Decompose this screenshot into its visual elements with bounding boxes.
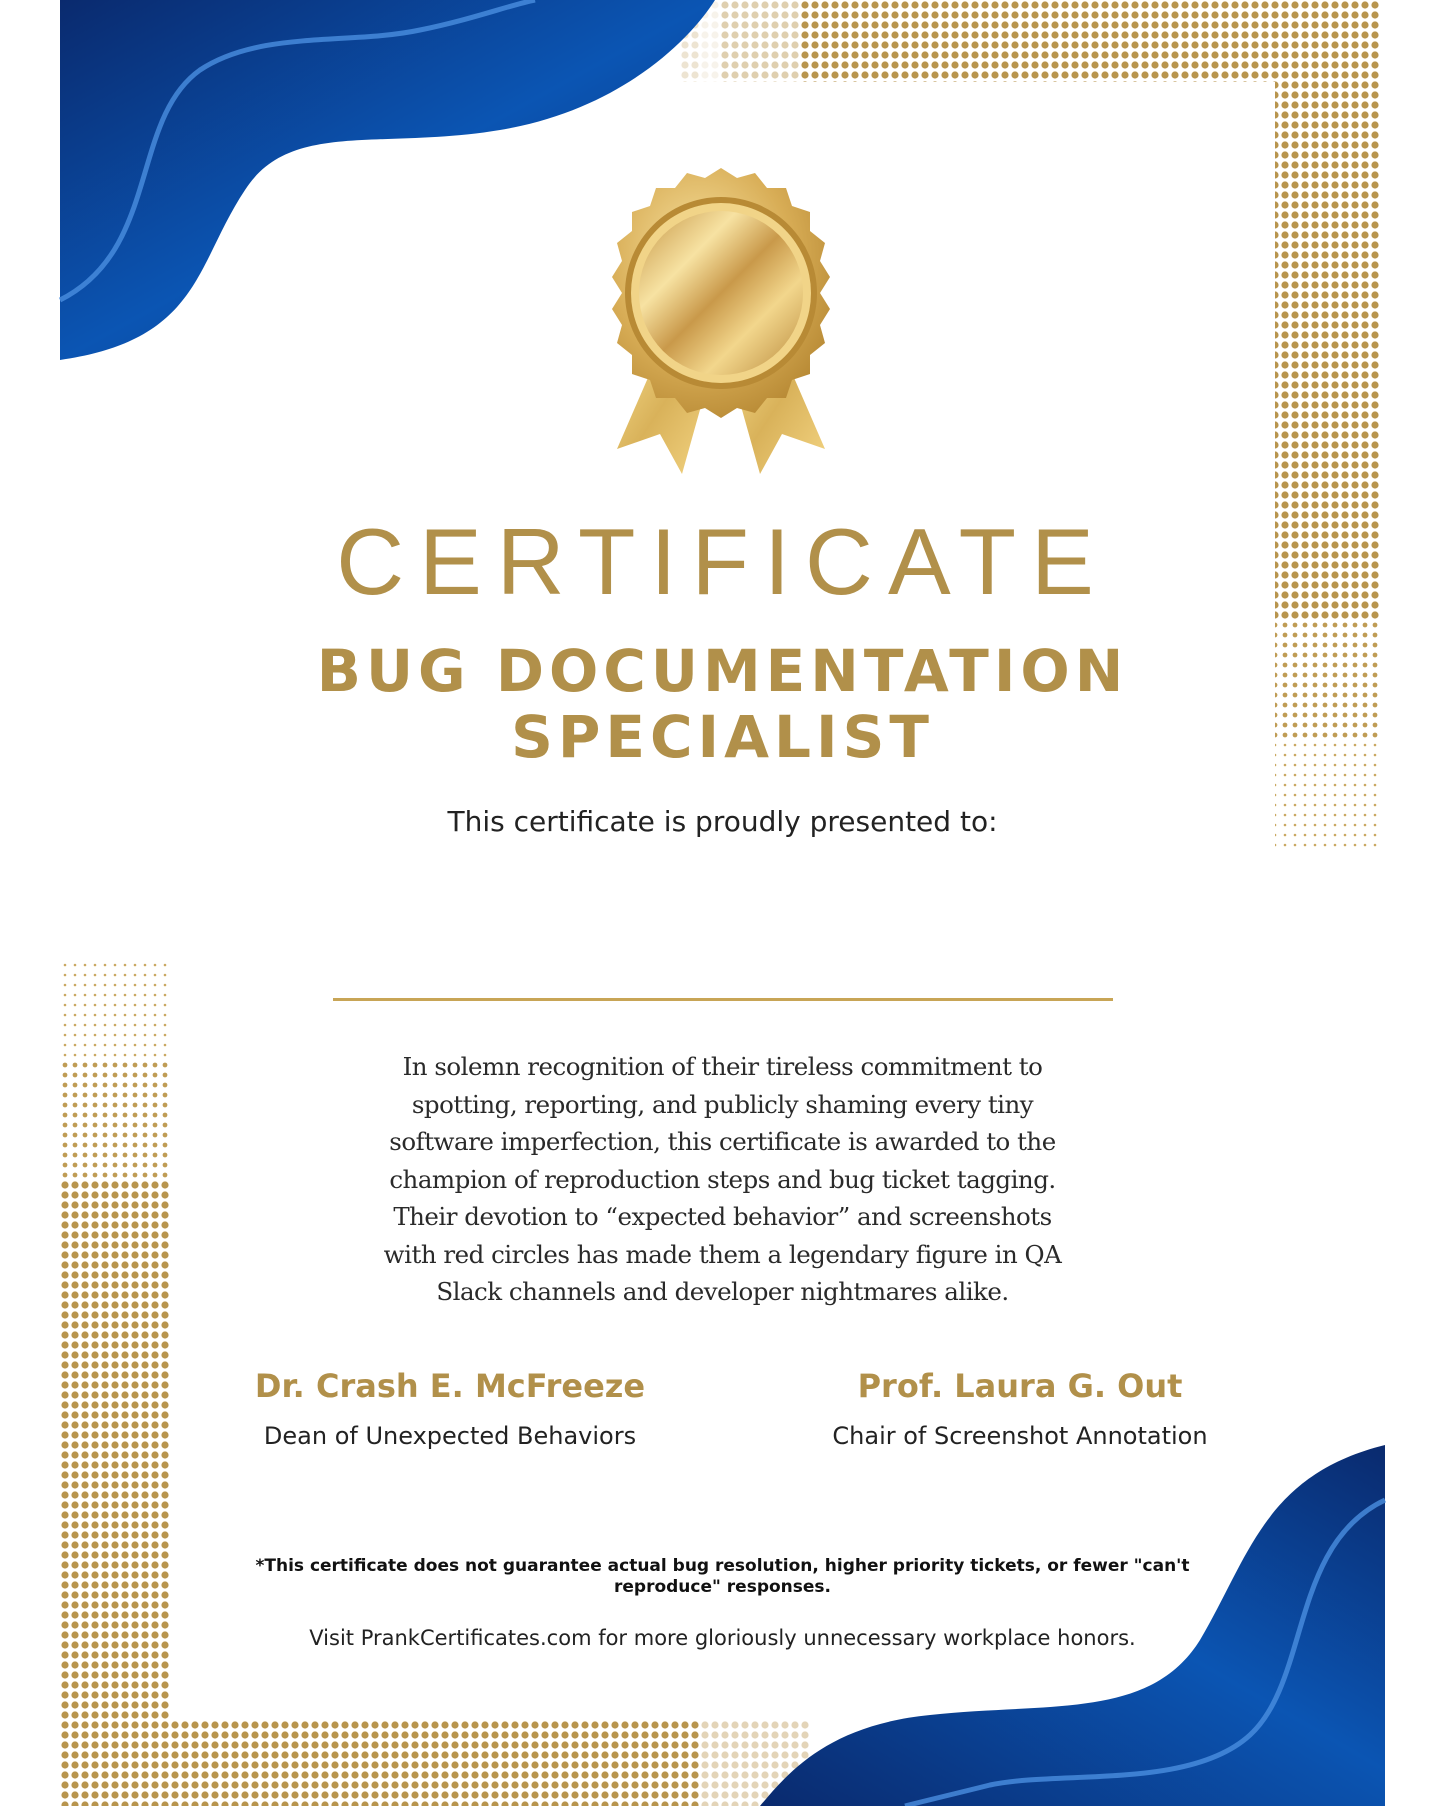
signatory-right — [760, 1366, 1280, 1452]
award-title-line-2: SPECIALIST — [511, 703, 934, 771]
visit-website-text: Visit PrankCertificates.com for more gloriously unnecessary workplace honors. — [309, 1626, 1136, 1650]
disclaimer-line-2: reproduce" responses. — [613, 1577, 831, 1597]
disclaimer-text — [225, 1556, 1220, 1598]
gold-medal-seal-icon — [592, 164, 850, 480]
body-line: with red circles has made them a legendary figure in QA — [383, 1239, 1062, 1269]
body-line: In solemn recognition of their tireless commitment to — [402, 1052, 1043, 1081]
body-line: Slack channels and developer nightmares alike. — [436, 1277, 1009, 1306]
signatory-name: Prof. Laura G. Out — [857, 1367, 1183, 1405]
presented-to-text: This certificate is proudly presented to: — [447, 805, 998, 838]
body-line: spotting, reporting, and publicly shaming every tiny — [411, 1089, 1034, 1119]
award-title-line-1: BUG DOCUMENTATION — [316, 637, 1129, 705]
certificate-title: CERTIFICATE — [336, 509, 1109, 614]
recipient-name-line — [333, 998, 1113, 1001]
body-line: champion of reproduction steps and bug ticket tagging. — [389, 1164, 1056, 1194]
signatory-name: Dr. Crash E. McFreeze — [254, 1367, 646, 1405]
certificate-body — [360, 1048, 1085, 1311]
signatory-role: Chair of Screenshot Annotation — [832, 1422, 1208, 1450]
body-line: software imperfection, this certificate is awarded to the — [389, 1127, 1056, 1156]
award-title — [0, 638, 1445, 770]
disclaimer-line-1: *This certificate does not guarantee actual bug resolution, higher priority tickets, or fewer "can't — [255, 1556, 1190, 1576]
signatory-left — [190, 1366, 710, 1452]
signatory-role: Dean of Unexpected Behaviors — [263, 1422, 637, 1450]
body-line: Their devotion to “expected behavior” and screenshots — [393, 1202, 1052, 1231]
